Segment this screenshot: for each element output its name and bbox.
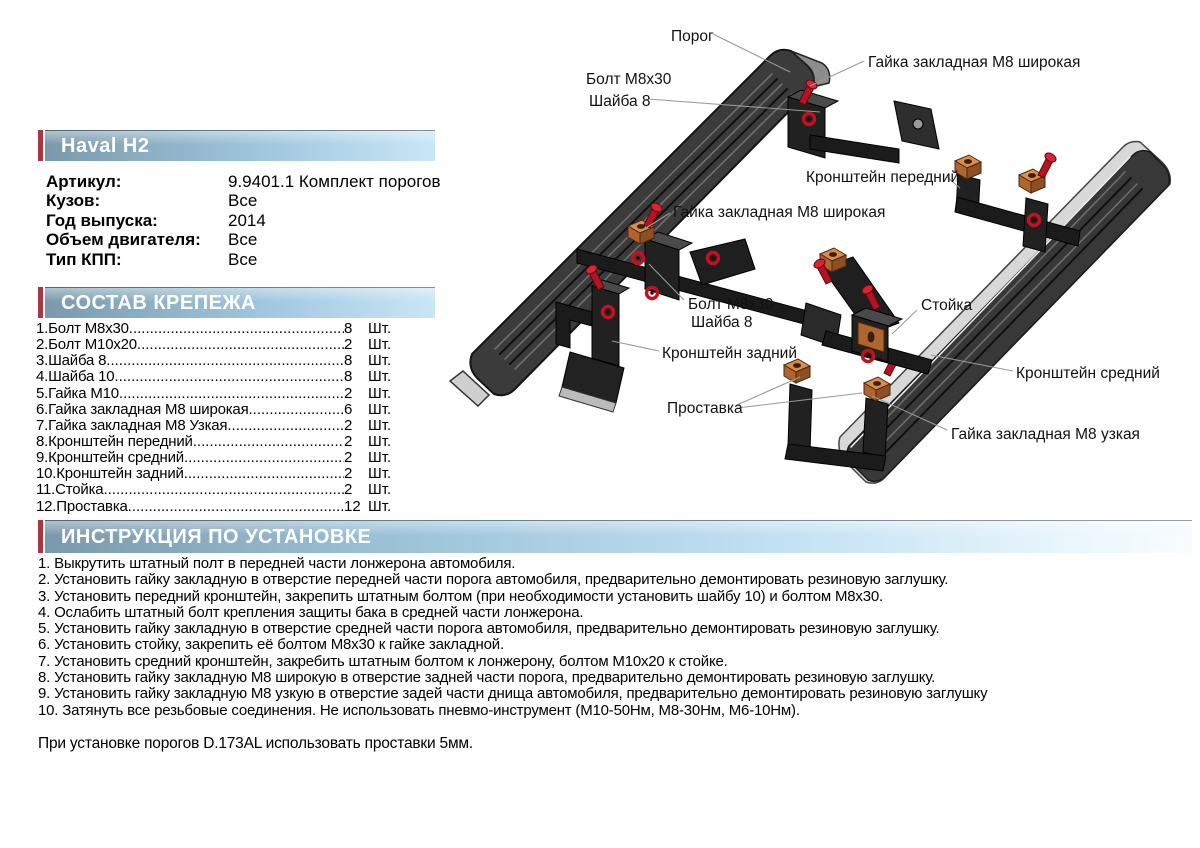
- part-unit: Шт.: [368, 384, 392, 402]
- spec-row: [46, 191, 476, 210]
- spec-label: Тип КПП:: [46, 249, 122, 269]
- red-accent-stripe: [38, 287, 43, 318]
- product-header-band: [38, 130, 435, 161]
- part-row: [36, 321, 402, 337]
- part-row: [36, 353, 402, 369]
- part-unit: Шт.: [368, 320, 392, 337]
- part-quantity: 6: [344, 400, 353, 418]
- label-gaika-shirokaya-2: Гайка закладная М8 широкая: [673, 204, 886, 221]
- dot-leader: [129, 321, 344, 337]
- instructions-section-title: ИНСТРУКЦИЯ ПО УСТАНОВКЕ: [61, 525, 372, 548]
- spec-row: [46, 211, 476, 230]
- part-name: 4.Шайба 10: [36, 368, 115, 386]
- part-name: 2.Болт М10х20: [36, 336, 137, 354]
- part-quantity: 8: [344, 352, 353, 370]
- instruction-step: 7. Установить средний кронштейн, закребить штатным болтом к лонжерону, болтом М10х20 к стойке.: [38, 652, 728, 670]
- spec-label: Год выпуска:: [46, 210, 158, 230]
- label-kronshtein-zadniy: Кронштейн задний: [662, 345, 797, 362]
- instruction-step: 2. Установить гайку закладную в отверстие передней части порога автомобиля, предварительно демонтировать резиновую заглушку.: [38, 571, 949, 589]
- part-row: [36, 386, 402, 402]
- washer-icon: [804, 114, 815, 125]
- part-row: [36, 466, 402, 482]
- label-shaiba-1: Шайба 8: [589, 93, 651, 110]
- label-stoika: Стойка: [921, 297, 973, 314]
- red-accent-stripe: [38, 130, 43, 161]
- spacer-icon: [784, 359, 810, 383]
- part-unit: Шт.: [368, 497, 392, 515]
- dot-leader: [119, 386, 344, 402]
- part-unit: Шт.: [368, 416, 392, 434]
- bolt-m8-icon: [1038, 151, 1058, 178]
- part-unit: Шт.: [368, 400, 392, 418]
- dot-leader: [103, 482, 344, 498]
- dot-leader: [137, 337, 344, 353]
- label-kronshtein-sredniy: Кронштейн средний: [1016, 365, 1160, 382]
- part-unit: Шт.: [368, 368, 392, 386]
- front-bracket-right: [955, 151, 1080, 252]
- part-row: [36, 369, 402, 385]
- part-quantity: 2: [344, 384, 353, 402]
- part-quantity: 2: [344, 465, 353, 483]
- part-quantity: 2: [344, 449, 353, 467]
- dot-leader: [184, 450, 344, 466]
- part-name: 7.Гайка закладная М8 Узкая: [36, 416, 228, 434]
- part-row: [36, 434, 402, 450]
- part-unit: Шт.: [368, 352, 392, 370]
- instruction-step: 1. Выкрутить штатный полт в передней части лонжерона автомобиля.: [38, 555, 516, 572]
- dot-leader: [193, 434, 344, 450]
- label-kronshtein-peredniy: Кронштейн передний: [806, 169, 960, 186]
- instruction-step: 3. Установить передний кронштейн, закрепить штатным болтом (при необходимости установить шайбу 10) и болтом М8х30.: [38, 587, 883, 605]
- spacer-posts: [784, 349, 904, 471]
- part-name: 6.Гайка закладная М8 широкая: [36, 400, 249, 418]
- spec-value: Все: [228, 230, 258, 250]
- part-name: 1.Болт М8х30: [36, 320, 129, 337]
- instruction-step: 6. Установить стойку, закрепить её болтом М8х30 к гайке закладной.: [38, 636, 504, 654]
- label-bolt-2: Болт М8х30: [688, 296, 774, 313]
- dot-leader: [114, 369, 344, 385]
- instruction-step: 5. Установить гайку закладную в отверстие средней части порога автомобиля, предварительно демонтировать резиновую заглушку.: [38, 620, 940, 638]
- part-quantity: 8: [344, 368, 353, 386]
- part-row: [36, 450, 402, 466]
- product-header-band-bg: [45, 130, 435, 161]
- part-quantity: 2: [344, 416, 353, 434]
- part-unit: Шт.: [368, 449, 392, 467]
- instructions-header-band-bg: [45, 520, 1192, 553]
- red-accent-stripe: [38, 520, 43, 553]
- label-porog: Порог: [671, 28, 714, 45]
- parts-header-band-bg: [45, 287, 435, 318]
- instruction-step: 4. Ослабить штатный болт крепления защиты бака в средней части лонжерона.: [38, 603, 584, 621]
- part-unit: Шт.: [368, 336, 392, 354]
- part-row: [36, 418, 402, 434]
- part-name: 10.Кронштейн задний: [36, 465, 184, 483]
- part-name: 3.Шайба 8: [36, 352, 107, 370]
- part-unit: Шт.: [368, 432, 392, 450]
- instruction-step: 8. Установить гайку закладную М8 широкую в отверстие задней части порога, предварительно демонтировать резиновую заглушку.: [38, 669, 936, 687]
- spec-row: [46, 250, 476, 269]
- part-row: [36, 337, 402, 353]
- part-row: [36, 402, 402, 418]
- dot-leader: [184, 466, 344, 482]
- dot-leader: [106, 353, 344, 369]
- washer-icon: [647, 288, 658, 299]
- label-shaiba-2: Шайба 8: [691, 314, 753, 331]
- spec-label: Кузов:: [46, 191, 101, 211]
- label-gaika-uzkaya: Гайка закладная М8 узкая: [951, 426, 1140, 443]
- part-unit: Шт.: [368, 465, 392, 483]
- dot-leader: [249, 402, 345, 418]
- part-name: 8.Кронштейн передний: [36, 432, 193, 450]
- spec-row: [46, 172, 476, 191]
- label-gaika-shirokaya-1: Гайка закладная М8 широкая: [868, 54, 1081, 71]
- footnote: При установке порогов D.173AL использовать проставки 5мм.: [38, 735, 473, 752]
- front-bracket-left: [788, 78, 939, 163]
- exploded-parts-diagram: [440, 0, 1200, 520]
- spec-row: [46, 230, 476, 249]
- part-quantity: 2: [344, 432, 353, 450]
- part-name: 9.Кронштейн средний: [36, 449, 184, 467]
- part-name: 11.Стойка: [36, 481, 104, 499]
- part-row: [36, 499, 402, 515]
- instructions-header-band: [38, 520, 1192, 553]
- parts-list: [36, 321, 402, 515]
- vehicle-spec-table: [46, 172, 476, 269]
- spec-value: Все: [228, 249, 258, 269]
- part-quantity: 2: [344, 336, 353, 354]
- parts-header-band: [38, 287, 435, 318]
- washer-icon: [1029, 215, 1040, 226]
- washer-icon: [863, 351, 874, 362]
- part-name: 12.Проставка: [36, 497, 128, 515]
- washer-icon: [708, 253, 719, 264]
- washer-icon: [603, 307, 614, 318]
- label-bolt-1: Болт М8х30: [586, 71, 672, 88]
- washer-icon: [633, 253, 644, 264]
- dot-leader: [128, 499, 344, 515]
- spec-value: 2014: [228, 210, 266, 230]
- dot-leader: [227, 418, 344, 434]
- product-title: Haval H2: [61, 134, 150, 157]
- part-quantity: 2: [344, 481, 353, 499]
- parts-section-title: СОСТАВ КРЕПЕЖА: [61, 291, 256, 314]
- part-name: 5.Гайка М10: [36, 384, 119, 402]
- bolt-hole: [913, 119, 923, 129]
- spec-label: Артикул:: [46, 172, 122, 191]
- instruction-step: 10. Затянуть все резьбовые соединения. Не использовать пневмо-инструмент (М10-50Нм, М8-30Нм, М6-10Нм).: [38, 701, 800, 719]
- part-quantity: 12: [344, 497, 361, 515]
- spec-value: 9.9401.1 Комплект порогов: [228, 172, 441, 191]
- part-quantity: 8: [344, 320, 353, 337]
- instruction-steps: [38, 556, 1198, 719]
- part-unit: Шт.: [368, 481, 392, 499]
- part-row: [36, 482, 402, 498]
- spec-value: Все: [228, 191, 258, 211]
- spec-label: Объем двигателя:: [46, 230, 201, 250]
- label-prostavka: Проставка: [667, 400, 743, 417]
- instruction-step: 9. Установить гайку закладную М8 узкую в отверстие задей части днища автомобиля, предварительно демонтировать резиновую заглушку: [38, 685, 988, 703]
